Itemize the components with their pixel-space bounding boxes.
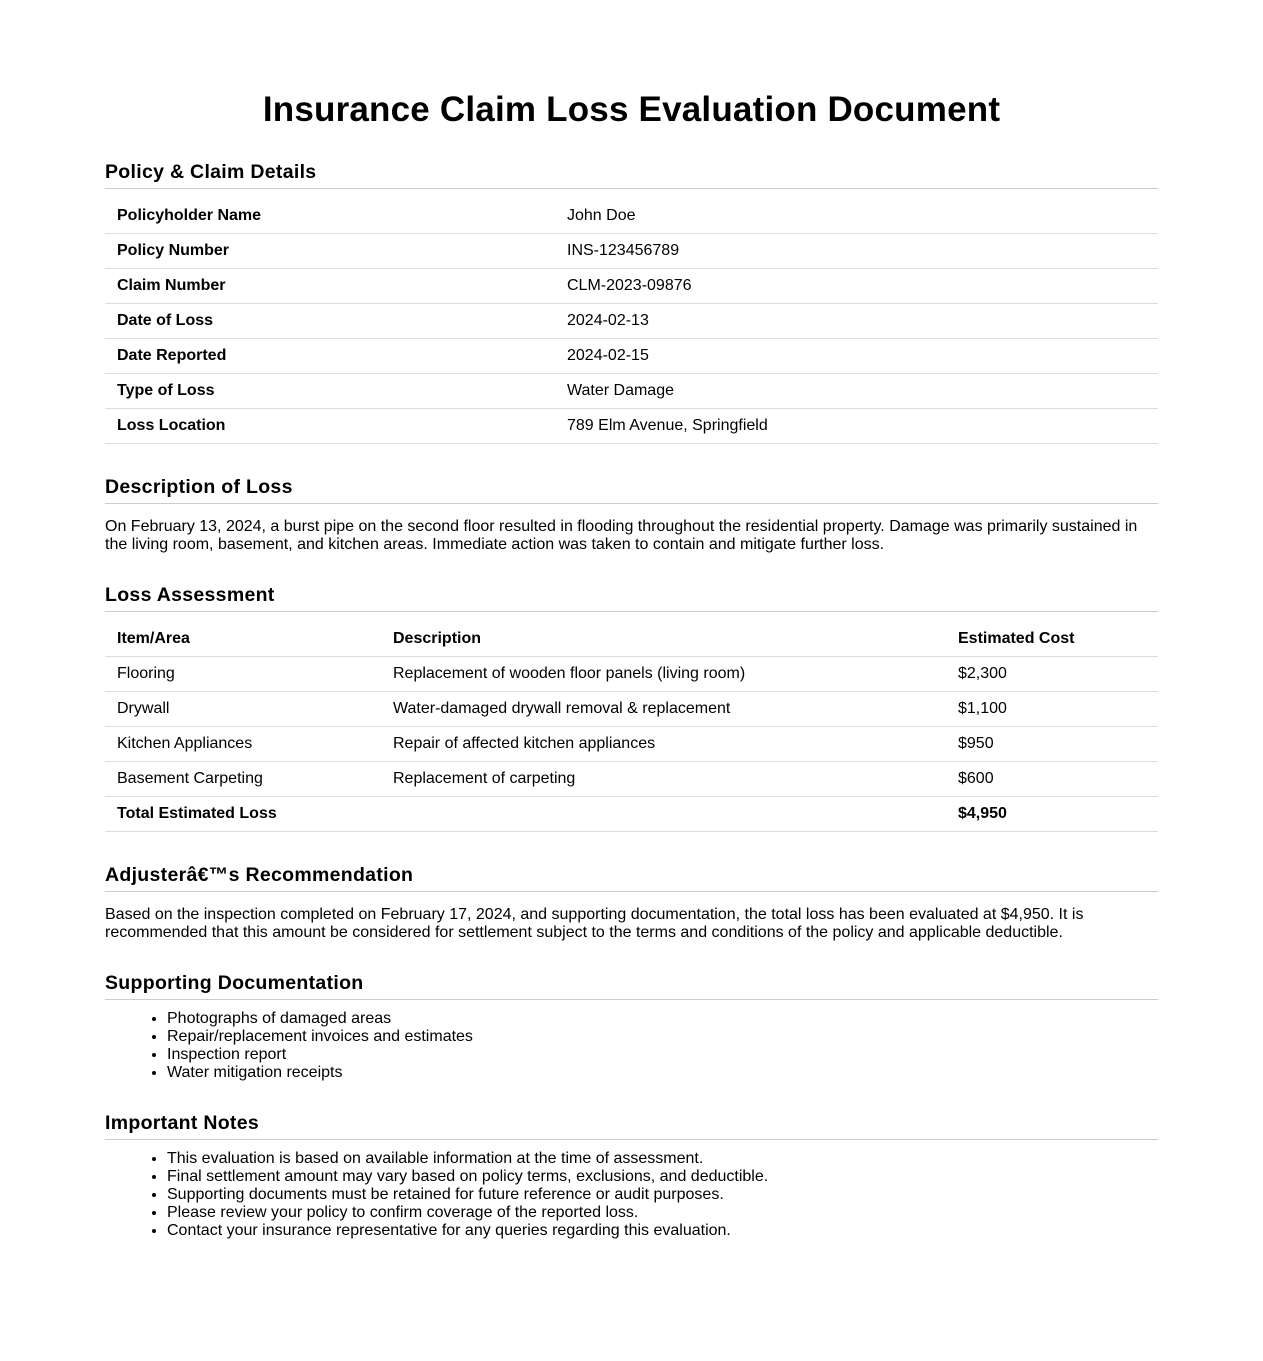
loss-assessment-table <box>105 622 1158 832</box>
table-row <box>105 269 1158 304</box>
field-label: Type of Loss <box>105 374 555 409</box>
list-item: • Supporting documents must be retained for future reference or audit purposes. <box>167 1186 768 1204</box>
field-value: CLM-2023-09876 <box>555 269 1158 304</box>
field-label: Policyholder Name <box>105 199 555 234</box>
cost-cell: $2,300 <box>946 657 1158 692</box>
description-cell: Replacement of wooden floor panels (living room) <box>381 657 946 692</box>
list-item: • Please review your policy to confirm coverage of the reported loss. <box>167 1204 768 1222</box>
cost-cell: $1,100 <box>946 692 1158 727</box>
table-row <box>105 762 1158 797</box>
list-item: • Water mitigation receipts <box>167 1064 473 1082</box>
item-cell: Kitchen Appliances <box>105 727 381 762</box>
table-row <box>105 199 1158 234</box>
table-row <box>105 409 1158 444</box>
column-header-description: Description <box>381 622 946 657</box>
table-row <box>105 374 1158 409</box>
table-row <box>105 339 1158 374</box>
total-value: $4,950 <box>946 797 1158 832</box>
supporting-docs-heading: Supporting Documentation <box>105 970 1158 1000</box>
total-label: Total Estimated Loss <box>105 797 381 832</box>
list-item: • Inspection report <box>167 1046 473 1064</box>
table-row <box>105 304 1158 339</box>
list-item: • Contact your insurance representative for any queries regarding this evaluation. <box>167 1222 768 1240</box>
list-item: • Final settlement amount may vary based on policy terms, exclusions, and deductible. <box>167 1168 768 1186</box>
table-row <box>105 692 1158 727</box>
recommendation-text: Based on the inspection completed on February 17, 2024, and supporting documentation, the total loss has been evaluated at $4,950. It is recommended that this amount be considered for settlement subject to the terms and conditions of the policy and applicable deductible. <box>105 906 1084 941</box>
field-value: John Doe <box>555 199 1158 234</box>
item-cell: Basement Carpeting <box>105 762 381 797</box>
field-value: Water Damage <box>555 374 1158 409</box>
field-label: Policy Number <box>105 234 555 269</box>
table-row <box>105 234 1158 269</box>
list-item: • This evaluation is based on available information at the time of assessment. <box>167 1150 768 1168</box>
field-value: 789 Elm Avenue, Springfield <box>555 409 1158 444</box>
field-label: Loss Location <box>105 409 555 444</box>
supporting-docs-list <box>105 1010 473 1082</box>
total-empty-cell <box>381 797 946 832</box>
column-header-item: Item/Area <box>105 622 381 657</box>
field-label: Date of Loss <box>105 304 555 339</box>
total-row <box>105 797 1158 832</box>
field-value: 2024-02-15 <box>555 339 1158 374</box>
description-text: On February 13, 2024, a burst pipe on the second floor resulted in flooding throughout the residential property. Damage was primarily sustained in the living room, basement, and kitchen areas. Immediate action was taken to contain and mitigate further loss. <box>105 518 1138 553</box>
list-item: • Photographs of damaged areas <box>167 1010 473 1028</box>
description-cell: Repair of affected kitchen appliances <box>381 727 946 762</box>
document-title: Insurance Claim Loss Evaluation Document <box>262 90 1001 129</box>
important-notes-list <box>105 1150 768 1240</box>
column-header-cost: Estimated Cost <box>946 622 1158 657</box>
policy-details-heading: Policy & Claim Details <box>105 159 1158 189</box>
cost-cell: $600 <box>946 762 1158 797</box>
field-label: Claim Number <box>105 269 555 304</box>
important-notes-heading: Important Notes <box>105 1110 1158 1140</box>
table-row <box>105 657 1158 692</box>
description-cell: Replacement of carpeting <box>381 762 946 797</box>
field-label: Date Reported <box>105 339 555 374</box>
recommendation-heading: Adjusterâ€™s Recommendation <box>105 862 1158 892</box>
field-value: INS-123456789 <box>555 234 1158 269</box>
list-item: • Repair/replacement invoices and estimates <box>167 1028 473 1046</box>
description-cell: Water-damaged drywall removal & replacement <box>381 692 946 727</box>
table-header-row <box>105 622 1158 657</box>
description-heading: Description of Loss <box>105 474 1158 504</box>
table-row <box>105 727 1158 762</box>
loss-assessment-heading: Loss Assessment <box>105 582 1158 612</box>
item-cell: Flooring <box>105 657 381 692</box>
item-cell: Drywall <box>105 692 381 727</box>
field-value: 2024-02-13 <box>555 304 1158 339</box>
cost-cell: $950 <box>946 727 1158 762</box>
policy-details-table <box>105 199 1158 444</box>
